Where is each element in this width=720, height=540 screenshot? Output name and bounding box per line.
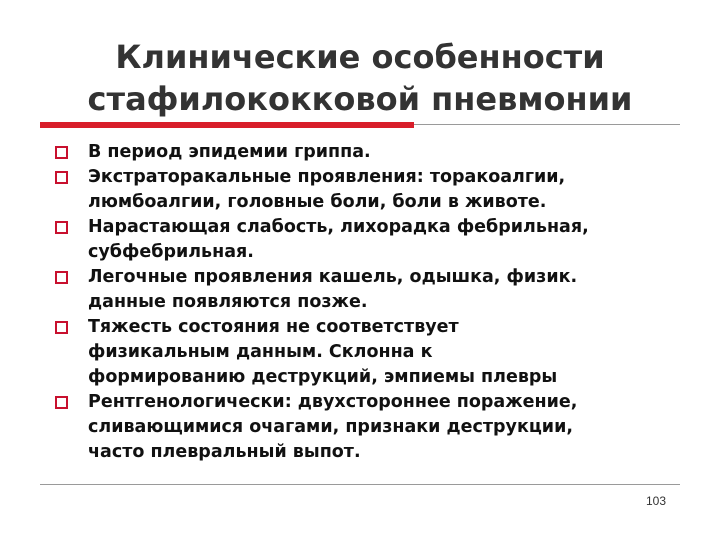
hollow-square-bullet-icon xyxy=(55,221,68,234)
hollow-square-bullet-icon xyxy=(55,396,68,409)
bullet-line: Экстраторакальные проявления: торакоалгии, xyxy=(88,167,566,187)
bullet-line: физикальным данным. Склонна к xyxy=(88,342,433,362)
bullet-line: Нарастающая слабость, лихорадка фебрильная, xyxy=(88,217,589,237)
bullet-item xyxy=(50,215,690,265)
slide-title-line-2: стафилококковой пневмонии xyxy=(87,80,633,118)
bullet-line: часто плевральный выпот. xyxy=(88,442,361,462)
slide-title xyxy=(40,36,680,120)
bullet-line: формированию деструкций, эмпиемы плевры xyxy=(88,367,558,387)
slide-title-line-1: Клинические особенности xyxy=(115,38,605,76)
bullet-line: люмбоалгии, головные боли, боли в животе. xyxy=(88,192,547,212)
bullet-list xyxy=(50,140,690,465)
bullet-line: сливающимися очагами, признаки деструкции, xyxy=(88,417,573,437)
bullet-item xyxy=(50,265,690,315)
hollow-square-bullet-icon xyxy=(55,271,68,284)
hollow-square-bullet-icon xyxy=(55,171,68,184)
bullet-item xyxy=(50,140,690,165)
bullet-item xyxy=(50,390,690,465)
bullet-line: Рентгенологически: двухстороннее поражение, xyxy=(88,392,578,412)
bullet-line: В период эпидемии гриппа. xyxy=(88,142,371,162)
bullet-line: субфебрильная. xyxy=(88,242,254,262)
page-number: 103 xyxy=(645,494,666,508)
bullet-line: данные появляются позже. xyxy=(88,292,368,312)
bullet-item xyxy=(50,315,690,390)
hollow-square-bullet-icon xyxy=(55,321,68,334)
bullet-line: Тяжесть состояния не соответствует xyxy=(88,317,459,337)
bullet-item xyxy=(50,165,690,215)
title-divider-accent xyxy=(40,122,414,128)
footer-divider xyxy=(40,484,680,485)
hollow-square-bullet-icon xyxy=(55,146,68,159)
bullet-line: Легочные проявления кашель, одышка, физик. xyxy=(88,267,578,287)
